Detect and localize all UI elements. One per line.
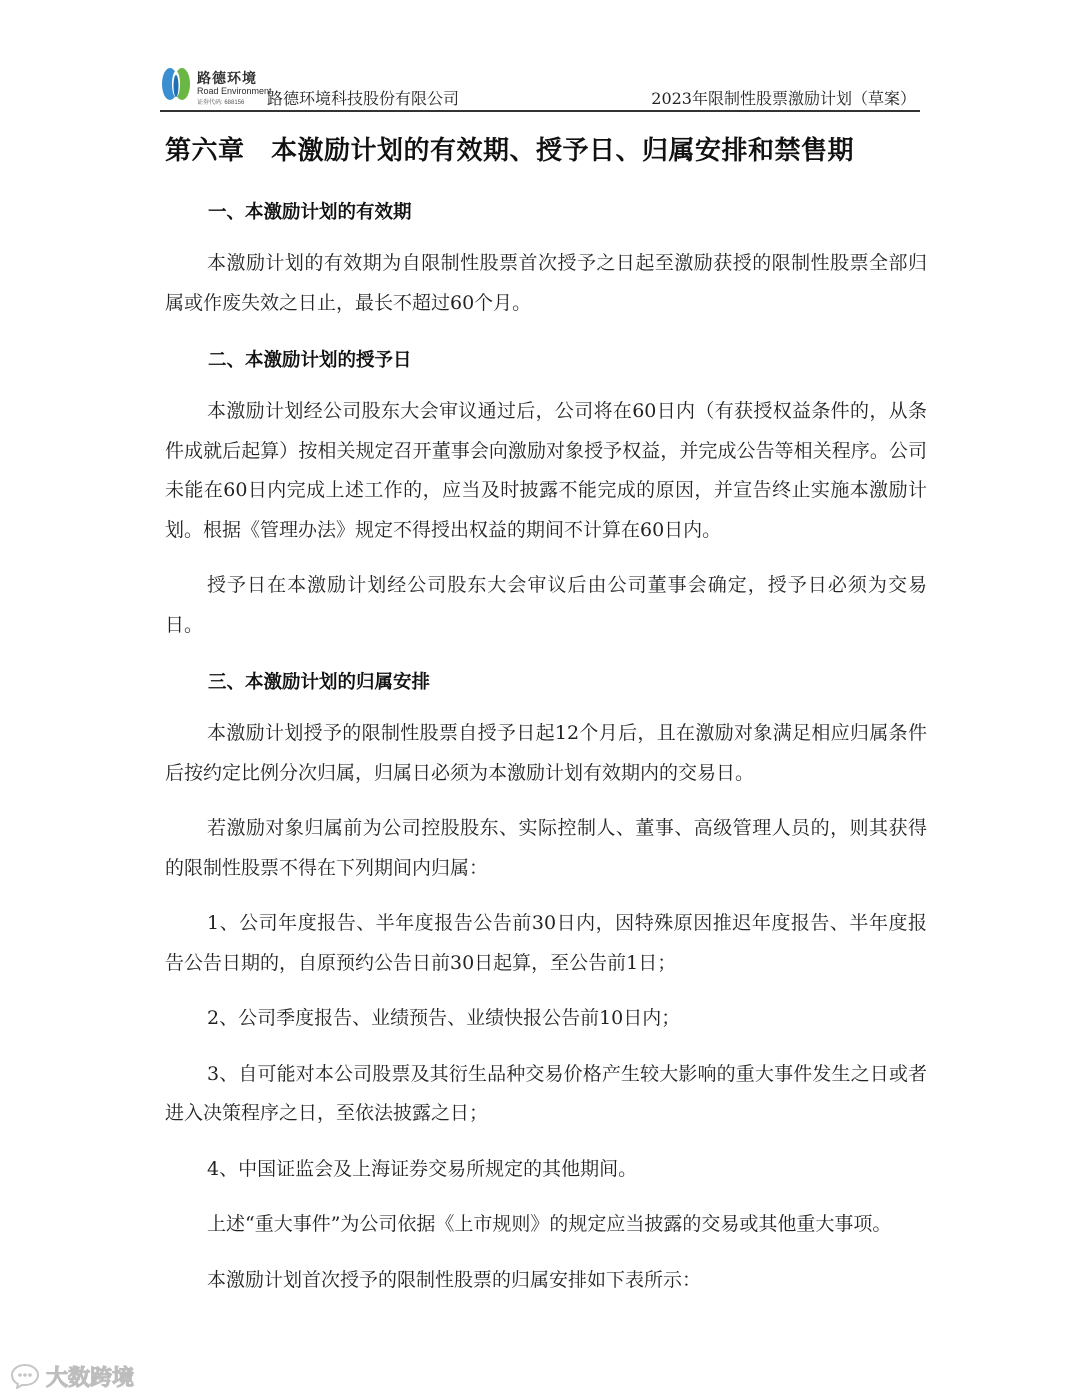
paragraph: 本激励计划授予的限制性股票自授予日起12个月后，且在激励对象满足相应归属条件后按约定比例分次归属，归属日必须为本激励计划有效期内的交易日。 <box>165 722 927 784</box>
section-heading-vesting: 三、本激励计划的归属安排 <box>208 672 431 693</box>
logo-english-name: Road Environment <box>197 86 272 96</box>
logo-stock-code: 证券代码: 688156 <box>197 100 245 106</box>
paragraph: 授予日在本激励计划经公司股东大会审议后由公司董事会确定，授予日必须为交易日。 <box>165 574 927 636</box>
page-header <box>160 62 920 112</box>
logo-chinese-name: 路德环境 <box>197 71 257 87</box>
section-heading-validity: 一、本激励计划的有效期 <box>208 202 412 223</box>
chat-bubble-icon <box>10 1363 40 1389</box>
list-item: 3、自可能对本公司股票及其衍生品种交易价格产生较大影响的重大事件发生之日或者进入决策程序之日，至依法披露之日； <box>165 1062 927 1124</box>
page-content <box>165 195 927 1316</box>
paragraph: 若激励对象归属前为公司控股股东、实际控制人、董事、高级管理人员的，则其获得的限制性股票不得在下列期间内归属： <box>165 817 927 879</box>
paragraph: 上述“重大事件”为公司依据《上市规则》的规定应当披露的交易或其他重大事项。 <box>207 1213 892 1235</box>
paragraph: 本激励计划首次授予的限制性股票的归属安排如下表所示： <box>207 1268 702 1291</box>
list-item: 4、中国证监会及上海证券交易所规定的其他期间。 <box>207 1157 638 1180</box>
watermark <box>10 1360 134 1392</box>
chapter-title: 第六章 本激励计划的有效期、授予日、归属安排和禁售期 <box>165 136 855 166</box>
leaf-logo-icon <box>160 66 194 102</box>
paragraph: 本激励计划经公司股东大会审议通过后，公司将在60日内（有获授权益条件的，从条件成就后起算）按相关规定召开董事会向激励对象授予权益，并完成公告等相关程序。公司未能在60日内完成上述工作的，应当及时披露不能完成的原因，并宣告终止实施本激励计划。根据《管理办法》规定不得授出权益的期间不计算在60日内。 <box>165 400 927 541</box>
list-item: 2、公司季度报告、业绩预告、业绩快报公告前10日内； <box>207 1007 681 1029</box>
watermark-text: 大数跨境 <box>46 1365 135 1391</box>
document-title: 2023年限制性股票激励计划（草案） <box>651 89 916 108</box>
list-item: 1、公司年度报告、半年度报告公告前30日内，因特殊原因推迟年度报告、半年度报告公告日期的，自原预约公告日前30日起算，至公告前1日； <box>165 912 927 974</box>
paragraph: 本激励计划的有效期为自限制性股票首次授予之日起至激励获授的限制性股票全部归属或作废失效之日止，最长不超过60个月。 <box>165 252 927 314</box>
company-name: 路德环境科技股份有限公司 <box>267 89 460 108</box>
company-logo <box>160 66 270 106</box>
section-heading-grant-date: 二、本激励计划的授予日 <box>208 350 412 371</box>
